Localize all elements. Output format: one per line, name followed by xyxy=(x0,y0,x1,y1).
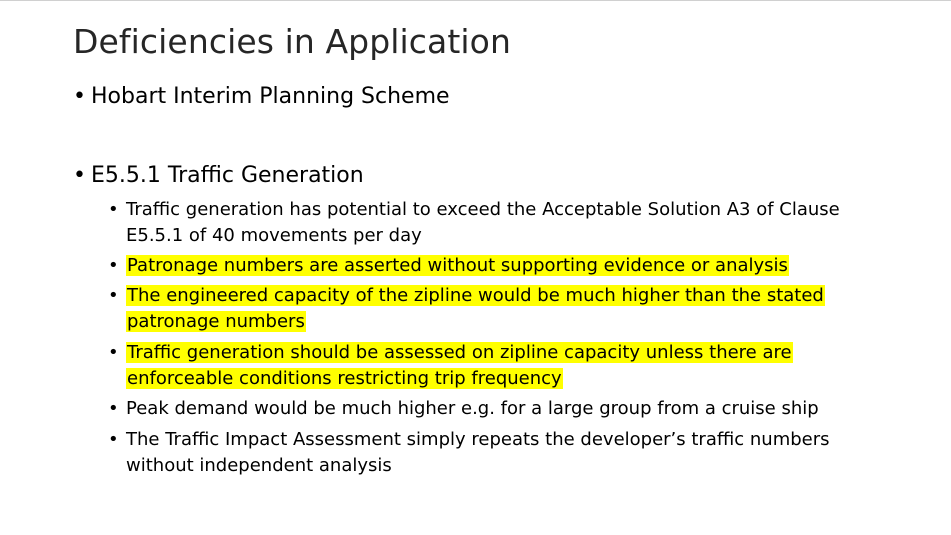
sub-bullet-item-text: Peak demand would be much higher e.g. for a large group from a cruise ship xyxy=(126,398,819,419)
sub-bullet-item xyxy=(108,340,898,392)
bullet-icon: • xyxy=(73,84,86,109)
sub-bullet-icon: • xyxy=(108,342,119,363)
top-border xyxy=(0,0,951,1)
sub-bullet-icon: • xyxy=(108,199,119,220)
sub-bullet-icon: • xyxy=(108,398,119,419)
bullet-icon: • xyxy=(73,163,86,188)
sub-bullet-item xyxy=(108,253,898,279)
highlighted-text: The engineered capacity of the zipline would be much higher than the stated patronage numbers xyxy=(127,285,824,332)
sub-bullet-item xyxy=(108,283,898,335)
sub-bullet-icon: • xyxy=(108,285,119,306)
sub-bullet-icon: • xyxy=(108,255,119,276)
sub-bullet-item-text: The Traffic Impact Assessment simply repeats the developer’s traffic numbers without independent analysis xyxy=(126,429,830,476)
sub-bullet-item xyxy=(108,396,898,422)
highlighted-text: Traffic generation should be assessed on zipline capacity unless there are enforceable conditions restricting trip frequency xyxy=(127,342,792,389)
bullet-item-text: E5.5.1 Traffic Generation xyxy=(91,163,364,188)
highlighted-text: Patronage numbers are asserted without supporting evidence or analysis xyxy=(127,255,788,276)
sub-bullet-icon: • xyxy=(108,429,119,450)
slide-title: Deficiencies in Application xyxy=(73,22,511,61)
bullet-item-text: Hobart Interim Planning Scheme xyxy=(91,84,450,109)
sub-bullet-item xyxy=(108,197,898,249)
sub-bullet-item-text: Traffic generation has potential to exceed the Acceptable Solution A3 of Clause E5.5.1 of 40 movements per day xyxy=(126,199,840,246)
sub-bullet-item xyxy=(108,427,898,479)
